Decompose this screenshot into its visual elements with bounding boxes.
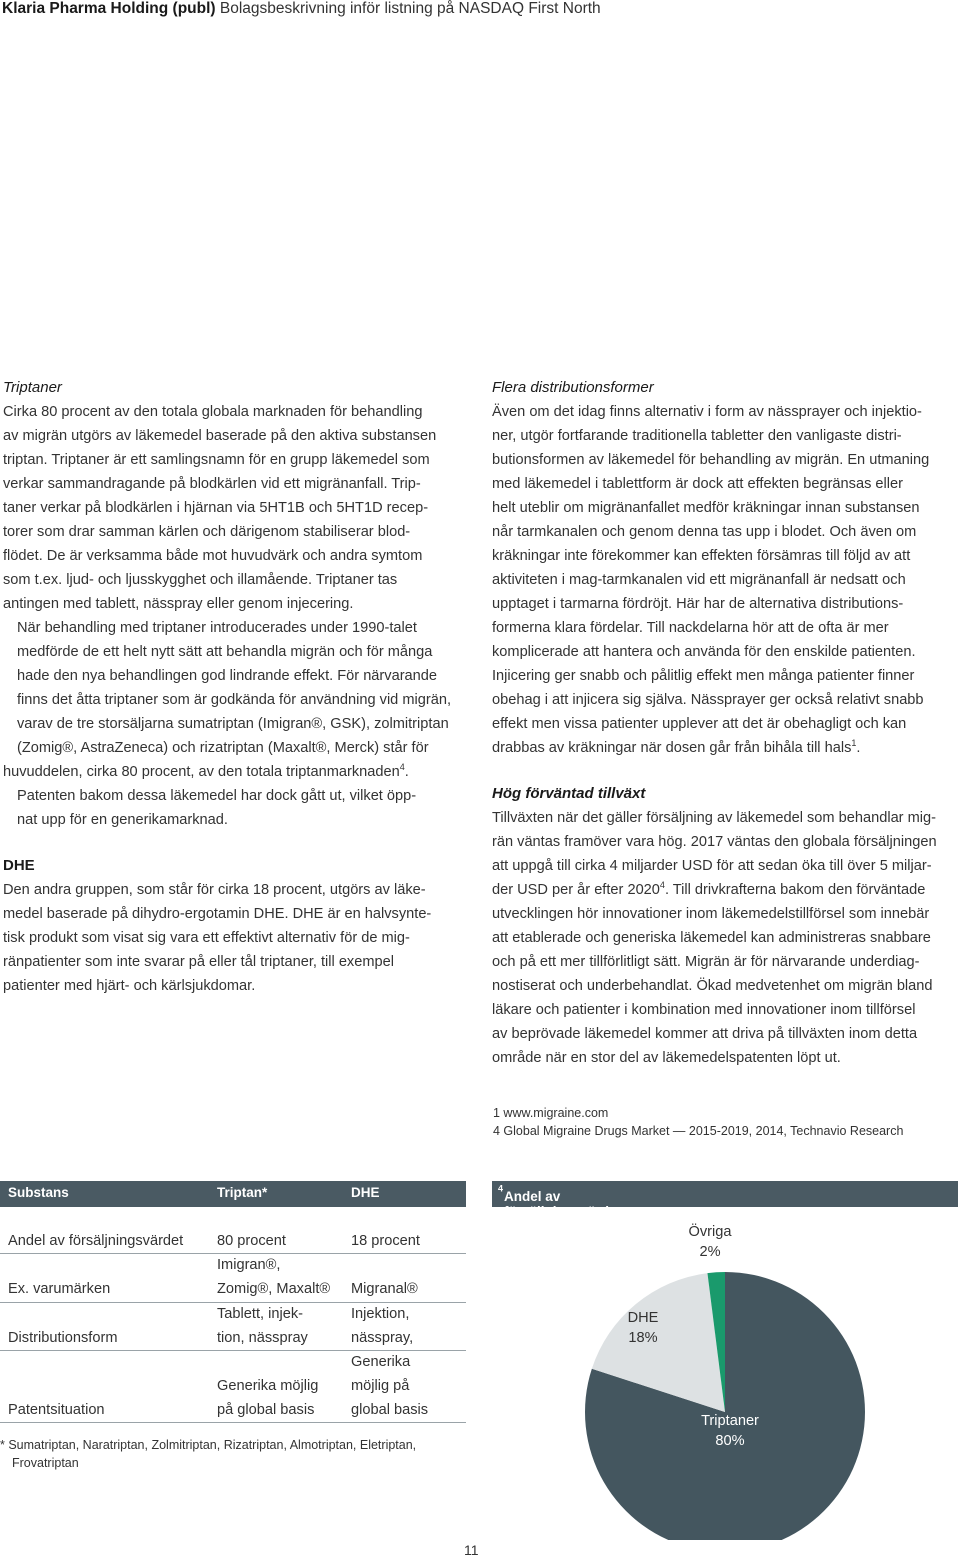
footnotes [493,1104,903,1140]
text-line: nat upp för en generikamarknad. [17,812,228,828]
text-line: patienter med hjärt- och kärlsjukdomar. [3,978,256,994]
triptaner-paragraph-3 [3,784,465,832]
text-line: finns det åtta triptaner som är godkända för användning vid migrän, [17,692,452,708]
text-line: ner, utgör fortfarande traditionella tabletter den vanligaste distri- [492,428,902,444]
text-line: Patenten bakom dessa läkemedel har dock gått ut, vilket öpp- [17,788,417,804]
text-line: verkar sammandragande på blodkärlen vid ett migränanfall. Trip- [3,476,421,492]
text-line: ränpatienter som inte svarar på eller tål triptaner, till exempel [3,954,394,970]
table-header-triptan: Triptan* [217,1185,268,1200]
table-header-dhe: DHE [351,1185,380,1200]
text-line: komplicerade att hantera och använda för den enskilde patienten. [492,644,916,660]
hog-heading: Hög förväntad tillväxt [492,785,646,802]
text-line: torer som drar samman kärlen och därigenom stabiliserar blod- [3,524,411,540]
hog-paragraph-a [492,806,954,878]
text-line: medförde de ett helt nytt sätt att behandla migrän och för många [17,644,433,660]
text-line: antingen med tablett, nässpray eller genom injecering. [3,596,354,612]
text-line: att etablerade och generiska läkemedel kan administreras snabbare [492,930,931,946]
text-line: utvecklingen hör innovationer inom läkemedelstillförsel som innebär [492,906,930,922]
pie-chart [560,1210,920,1540]
triptaner-paragraph-2-last: huvuddelen, cirka 80 procent, av den totala triptanmarknaden$^4$. [3,762,409,780]
text-line: Injicering ger snabb och pålitlig effekt men många patienter finner [492,668,915,684]
text-line: När behandling med triptaner introducerades under 1990-talet [17,620,417,636]
chart-title: Andel av försäljningsvärde $^4$ [498,1183,617,1219]
dhe-paragraph [3,878,465,998]
footnote-ref: 4 [399,762,405,773]
table-header [0,1181,466,1207]
text-line: nostiserat och underbehandlat. Ökad medvetenhet om migrän bland [492,978,933,994]
text-line: med läkemedel i tablettform är dock att effekten begränsas eller [492,476,904,492]
text-line: att uppgå till cirka 4 miljarder USD för att sedan öka till över 5 miljar- [492,858,932,874]
table-footnote: * Sumatriptan, Naratriptan, Zolmitriptan, Rizatriptan, Almotriptan, Eletriptan, Frovatriptan [0,1438,417,1470]
text-line: taner verkar på blodkärlen i hjärnan via 5HT1B och 5HT1D recep- [3,500,429,516]
page-header [2,0,601,18]
hog-paragraph-b [492,902,954,1070]
text-line: kräkningar inte förekommer kan effekten försämras till följd av att [492,548,911,564]
document-title: Bolagsbeskrivning inför listning på NASDAQ First North [219,0,601,17]
page-number: 11 [464,1542,479,1558]
text-line: som t.ex. ljud- och ljusskygghet och illamående. Triptaner tas [3,572,398,588]
text-line: medel baserade på dihydro-ergotamin DHE. DHE är en halvsynte- [3,906,432,922]
pie-label-dhe: DHE 18% [627,1310,659,1346]
text-line: (Zomig®, AstraZeneca) och rizatriptan (Maxalt®, Merck) står för [17,740,429,756]
text-line: och på ett mer tillförlitligt sätt. Migrän är för närvarande underdiag- [492,954,920,970]
text-line: upptaget i tarmarna fördröjt. Här har de alternativa distributions- [492,596,904,612]
text-line: helt uteblir om migränanfallet medför kräkningar innan substansen [492,500,920,516]
flera-paragraph-last: drabbas av kräkningar när dosen går från bihåla till hals$^1$. [492,738,861,756]
triptaner-paragraph-2 [3,616,465,760]
text-line: Tillväxten när det gäller försäljning av läkemedel som behandlar mig- [492,810,936,826]
footnote-ref: 4 [659,880,665,891]
text-line: Den andra gruppen, som står för cirka 18 procent, utgörs av läke- [3,882,426,898]
text-line: aktiviteten i mag-tarmkanalen vid ett migränanfall är nedsatt och [492,572,906,588]
text-line: område när en stor del av läkemedelspatenten löpt ut. [492,1050,841,1066]
footnote-4: 4 Global Migraine Drugs Market — 2015-2019, 2014, Technavio Research [493,1124,904,1138]
text-line: effekt men vissa patienter upplever att det är obehagligt och kan [492,716,907,732]
footnote-ref: 1 [851,738,857,749]
text-line: av beprövade läkemedel kommer att driva på tillväxten inom detta [492,1026,918,1042]
triptaner-heading: Triptaner [3,379,62,396]
left-column [3,376,465,998]
text-line: rän väntas framöver vara hög. 2017 väntas den globala försäljningen [492,834,937,850]
pie-label-triptaner: Triptaner 80% [701,1413,759,1449]
text-line: tisk produkt som visat sig vara ett effektivt alternativ för de mig- [3,930,410,946]
footnote-1: 1 www.migraine.com [493,1106,609,1120]
pie-label-ovriga: Övriga 2% [688,1224,732,1260]
text-line: flödet. De är verksamma både mot huvudvärk och andra symtom [3,548,423,564]
flera-heading: Flera distributionsformer [492,379,654,396]
text-line: Även om det idag finns alternativ i form av nässprayer och injektio- [492,404,922,420]
text-line: obehag i att injicera sig själva. Nässprayer ger också relativt snabb [492,692,924,708]
table-header-substans: Substans [8,1185,69,1200]
text-line: läkare och patienter i kombination med innovationer inom tillförsel [492,1002,916,1018]
chart-header [492,1181,958,1219]
text-line: av migrän utgörs av läkemedel baserade på den aktiva substansen [3,428,437,444]
right-column [492,376,954,1070]
text-line: varav de tre storsäljarna sumatriptan (Imigran®, GSK), zolmitriptan [17,716,449,732]
hog-paragraph-ref-line: der USD per år efter 2020$^4$. Till drivkrafterna bakom den förväntade [492,880,926,898]
text-line: formerna klara fördelar. Till nackdelarna hör att de ofta är mer [492,620,889,636]
text-line: hade den nya behandlingen god lindrande effekt. För närvarande [17,668,438,684]
triptaner-paragraph-1 [3,400,465,616]
text-line: triptan. Triptaner är ett samlingsnamn för en grupp läkemedel som [3,452,430,468]
flera-paragraph [492,400,954,736]
text-line: når tarmkanalen och genom denna tas upp i blodet. Och även om [492,524,917,540]
company-name: Klaria Pharma Holding (publ) [2,0,216,17]
text-line: Cirka 80 procent av den totala globala marknaden för behandling [3,404,423,420]
dhe-heading: DHE [3,857,35,874]
text-line: butionsformen av läkemedel för behandling av migrän. En utmaning [492,452,930,468]
